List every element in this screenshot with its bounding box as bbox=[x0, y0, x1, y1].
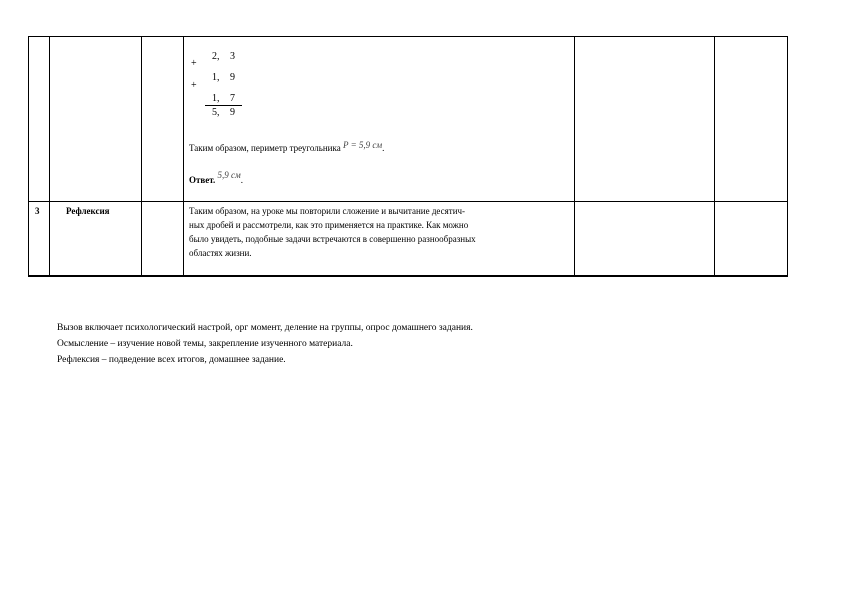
plus-sign: + bbox=[191, 80, 197, 91]
addend-2-frac: 9 bbox=[230, 72, 235, 83]
table-border-right bbox=[787, 36, 788, 277]
table-col-divider bbox=[183, 36, 184, 277]
addend-3-frac: 7 bbox=[230, 93, 235, 104]
note-line: Рефлексия – подведение всех итогов, домашнее задание. bbox=[57, 355, 286, 365]
table-border-left bbox=[28, 36, 29, 277]
answer-label: Ответ. bbox=[189, 175, 216, 185]
addend-2-int: 1, bbox=[212, 72, 220, 83]
table-border-bottom bbox=[28, 275, 788, 277]
reflection-line-3: было увидеть, подобные задачи встречаются в совершенно разнообразных bbox=[189, 234, 476, 244]
perimeter-end: . bbox=[382, 143, 385, 153]
sum-int: 5, bbox=[212, 107, 220, 118]
answer-end: . bbox=[240, 175, 244, 185]
reflection-line-2: ных дробей и рассмотрели, как это применяется на практике. Как можно bbox=[189, 220, 469, 230]
perimeter-sentence bbox=[189, 141, 384, 155]
table-col-divider bbox=[574, 36, 575, 277]
notes-section bbox=[57, 320, 473, 368]
table-col-divider bbox=[714, 36, 715, 277]
table-col-divider bbox=[49, 36, 50, 277]
stage-name: Рефлексия bbox=[66, 206, 110, 216]
perimeter-text: Таким образом, периметр треугольника bbox=[189, 143, 341, 153]
answer-sentence bbox=[189, 170, 244, 187]
addend-3-int: 1, bbox=[212, 93, 220, 104]
note-line: Осмысление – изучение новой темы, закрепление изученного материала. bbox=[57, 339, 353, 349]
table-row-divider bbox=[28, 201, 788, 202]
reflection-line-1: Таким образом, на уроке мы повторили сложение и вычитание десятич- bbox=[189, 206, 466, 216]
plus-sign: + bbox=[191, 58, 197, 69]
sum-frac: 9 bbox=[230, 107, 235, 118]
perimeter-formula: P = 5,9 см bbox=[342, 140, 383, 150]
addend-1-int: 2, bbox=[212, 51, 220, 62]
table-col-divider bbox=[141, 36, 142, 277]
note-line: Вызов включает психологический настрой, орг момент, деление на группы, опрос домашнего задания. bbox=[57, 323, 473, 333]
addend-1-frac: 3 bbox=[230, 51, 235, 62]
reflection-line-4: областях жизни. bbox=[189, 248, 252, 258]
answer-formula: 5,9 см bbox=[217, 170, 241, 180]
table-border-top bbox=[28, 36, 788, 37]
row-number: 3 bbox=[35, 206, 40, 216]
sum-line bbox=[205, 105, 242, 106]
